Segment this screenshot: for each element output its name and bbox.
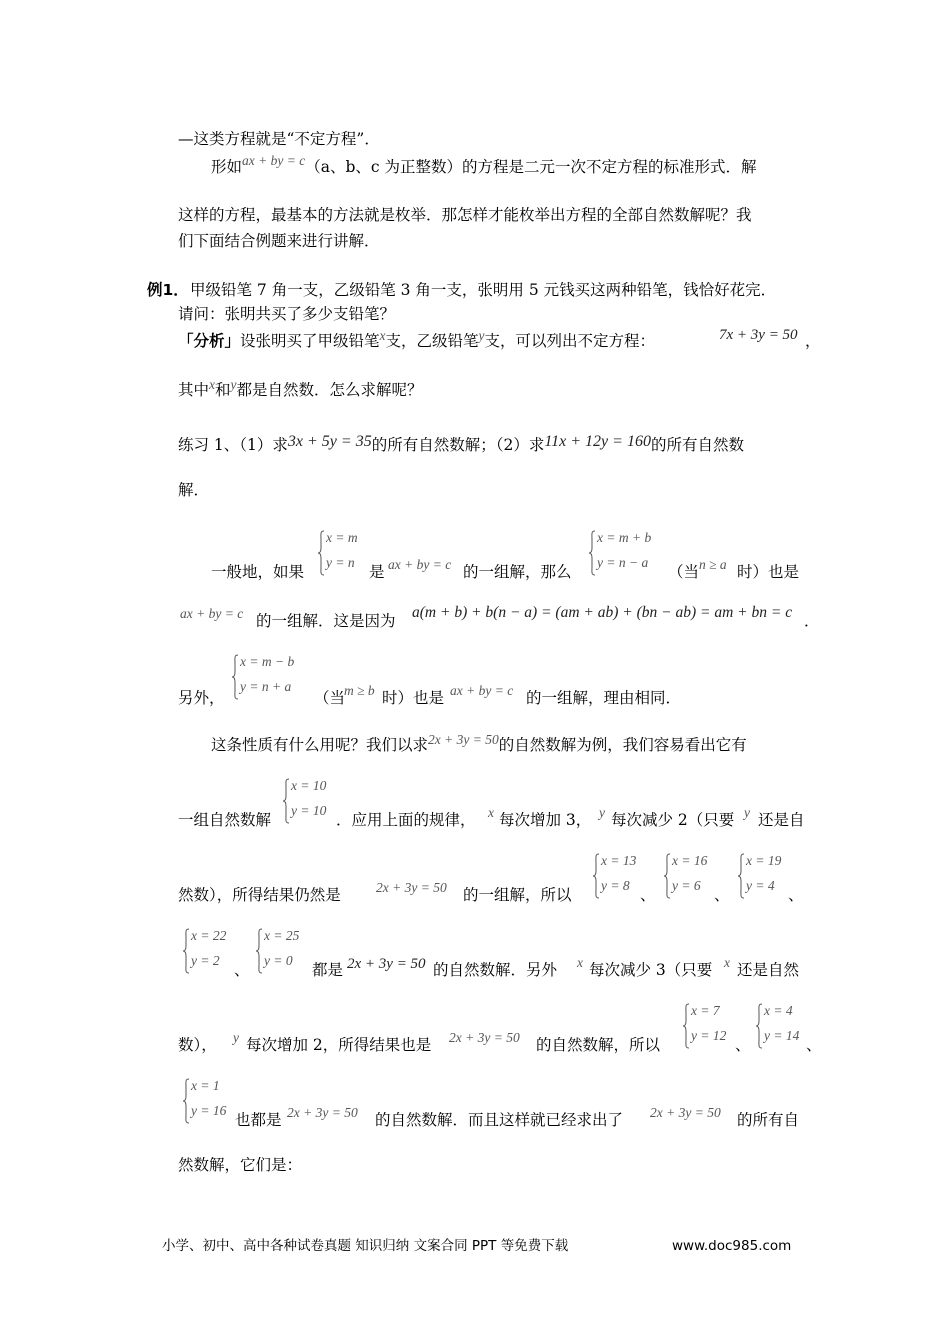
example-label: 例1． bbox=[147, 281, 189, 299]
var-y: y bbox=[233, 1030, 239, 1045]
var-x: x bbox=[488, 805, 494, 820]
equation: 2x + 3y = 50 bbox=[650, 1105, 721, 1120]
system-row: y = 6 bbox=[672, 878, 701, 893]
system-row: y = 2 bbox=[191, 953, 220, 968]
equation: ax + by = c bbox=[388, 557, 452, 572]
system-row: x = 19 bbox=[746, 853, 782, 868]
condition: m ≥ b bbox=[344, 683, 375, 698]
equation: 2x + 3y = 50 bbox=[449, 1030, 520, 1045]
system-row: y = 14 bbox=[764, 1028, 800, 1043]
text: 然数），所得结果仍然是 bbox=[178, 886, 341, 904]
system-row: x = m − b bbox=[240, 654, 295, 669]
separator: 、 bbox=[735, 1036, 751, 1054]
equation: 2x + 3y = 50 bbox=[287, 1105, 358, 1120]
text: 支，乙级铅笔 bbox=[385, 332, 479, 350]
paragraph-line bbox=[211, 732, 747, 755]
equation-system bbox=[588, 530, 668, 578]
equation: 11x + 12y = 160 bbox=[544, 433, 651, 450]
text: 每次减少 3（只要 bbox=[589, 961, 713, 979]
text: 都是自然数．怎么求解呢？ bbox=[236, 381, 423, 399]
condition: n ≥ a bbox=[699, 557, 727, 572]
separator: 、 bbox=[788, 886, 804, 904]
text: 每次减少 2（只要 bbox=[611, 811, 735, 829]
equation-system bbox=[282, 778, 342, 826]
var-y: y bbox=[478, 328, 485, 343]
var-x: x bbox=[724, 955, 730, 970]
text: 其中 bbox=[178, 381, 210, 399]
text: 一般地，如果 bbox=[211, 563, 305, 581]
system-row: y = 8 bbox=[601, 878, 630, 893]
system-row: x = m + b bbox=[597, 530, 652, 545]
text: 的自然数解．另外 bbox=[433, 961, 558, 979]
text: 一组自然数解 bbox=[178, 811, 272, 829]
paragraph-line bbox=[178, 377, 423, 400]
text: 的自然数解，所以 bbox=[536, 1036, 661, 1054]
text: 设张明买了甲级铅笔 bbox=[240, 332, 380, 350]
text: 还是自然 bbox=[737, 961, 800, 979]
text: 的自然数解．而且这样就已经求出了 bbox=[375, 1111, 624, 1129]
paragraph-line: 然数解，它们是： bbox=[178, 1156, 303, 1174]
text: 这条性质有什么用呢？我们以求 bbox=[211, 736, 429, 754]
var-y: y bbox=[230, 377, 237, 392]
text: 的所有自然数 bbox=[650, 436, 744, 454]
footer-text: 小学、初中、高中各种试卷真题 知识归纳 文案合同 PPT 等免费下载 bbox=[162, 1238, 569, 1254]
text: 的一组解，那么 bbox=[463, 563, 572, 581]
text: 支，可以列出不定方程： bbox=[484, 332, 656, 350]
proof-equation: a(m + b) + b(n − a) = (am + ab) + (bn − ab) = am + bn = c bbox=[412, 604, 793, 621]
text: （a、b、c 为正整数）的方程是二元一次不定方程的标准形式．解 bbox=[305, 158, 757, 176]
paragraph-line: 们下面结合例题来进行讲解． bbox=[178, 232, 380, 250]
system-row: x = 22 bbox=[191, 928, 227, 943]
comma: ， bbox=[805, 332, 821, 350]
paragraph-line bbox=[211, 153, 757, 177]
system-row: x = 4 bbox=[764, 1003, 793, 1018]
equation: ax + by = c bbox=[180, 606, 244, 621]
text: 每次增加 2，所得结果也是 bbox=[246, 1036, 432, 1054]
text: 形如 bbox=[211, 158, 243, 176]
equation-system bbox=[231, 654, 311, 702]
system-row: x = 7 bbox=[691, 1003, 720, 1018]
system-row: y = 4 bbox=[746, 878, 775, 893]
example-line: 请问：张明共买了多少支铅笔？ bbox=[178, 305, 396, 323]
example-line: 甲级铅笔 7 角一支，乙级铅笔 3 角一支，张明用 5 元钱买这两种铅笔，钱恰好花完． bbox=[190, 281, 777, 299]
system-row: x = 10 bbox=[291, 778, 327, 793]
system-row: y = 10 bbox=[291, 803, 327, 818]
separator: 、 bbox=[714, 886, 730, 904]
text: 是 bbox=[369, 563, 385, 581]
equation: ax + by = c bbox=[450, 683, 514, 698]
text: 另外， bbox=[178, 689, 225, 707]
var-y: y bbox=[599, 805, 605, 820]
text: 也都是 bbox=[235, 1111, 282, 1129]
text: 的一组解，理由相同． bbox=[526, 689, 682, 707]
system-row: x = 25 bbox=[264, 928, 300, 943]
text: 每次增加 3， bbox=[499, 811, 592, 829]
practice-line bbox=[178, 433, 744, 455]
text: 时）也是 bbox=[737, 563, 800, 581]
text: （当 bbox=[668, 563, 700, 581]
footer-url[interactable]: www.doc985.com bbox=[672, 1238, 792, 1254]
paragraph-line: —这类方程就是“不定方程”． bbox=[178, 130, 380, 148]
text: 的自然数解为例，我们容易看出它有 bbox=[498, 736, 747, 754]
system-row: y = n − a bbox=[597, 555, 649, 570]
text: （当 bbox=[314, 689, 346, 707]
system-row: y = 0 bbox=[264, 953, 293, 968]
practice-line: 解． bbox=[178, 481, 210, 499]
solution-system bbox=[682, 1003, 742, 1051]
equation: ax + by = c bbox=[242, 153, 306, 168]
separator: 、 bbox=[234, 961, 250, 979]
equation: 7x + 3y = 50 bbox=[719, 327, 798, 343]
system-row: y = 12 bbox=[691, 1028, 727, 1043]
text: 的所有自 bbox=[737, 1111, 800, 1129]
separator: 、 bbox=[640, 886, 656, 904]
text: 的一组解，所以 bbox=[463, 886, 572, 904]
equation: 2x + 3y = 50 bbox=[376, 880, 447, 895]
var-x: x bbox=[379, 328, 386, 343]
system-row: y = 16 bbox=[191, 1103, 227, 1118]
text: ．应用上面的规律， bbox=[336, 811, 476, 829]
equation-system bbox=[317, 530, 377, 578]
solution-system bbox=[255, 928, 315, 976]
equation: 2x + 3y = 50 bbox=[428, 732, 499, 747]
var-y: y bbox=[744, 805, 750, 820]
equation: 3x + 5y = 35 bbox=[287, 433, 372, 450]
period: ． bbox=[804, 612, 820, 630]
var-x: x bbox=[577, 955, 583, 970]
paragraph-line: 这样的方程，最基本的方法就是枚举．那怎样才能枚举出方程的全部自然数解呢？我 bbox=[178, 206, 752, 224]
system-row: x = 13 bbox=[601, 853, 637, 868]
solution-system bbox=[182, 1078, 242, 1126]
separator: 、 bbox=[806, 1036, 822, 1054]
system-row: y = n + a bbox=[240, 679, 292, 694]
text: 时）也是 bbox=[382, 689, 445, 707]
text: 的所有自然数解；（2）求 bbox=[371, 436, 545, 454]
text: 数）， bbox=[178, 1036, 217, 1054]
var-x: x bbox=[209, 377, 216, 392]
solution-system bbox=[182, 928, 242, 976]
system-row: x = 1 bbox=[191, 1078, 220, 1093]
system-row: x = m bbox=[326, 530, 358, 545]
text: 和 bbox=[215, 381, 231, 399]
text: 还是自 bbox=[758, 811, 805, 829]
system-row: x = 16 bbox=[672, 853, 708, 868]
text: 的一组解．这是因为 bbox=[256, 612, 396, 630]
text: 练习 1、（1）求 bbox=[178, 436, 288, 454]
analysis-line bbox=[178, 328, 656, 351]
text: 都是 bbox=[312, 961, 344, 979]
system-row: y = n bbox=[326, 555, 355, 570]
equation: 2x + 3y = 50 bbox=[347, 956, 426, 972]
analysis-label: 「分析」 bbox=[178, 332, 241, 350]
